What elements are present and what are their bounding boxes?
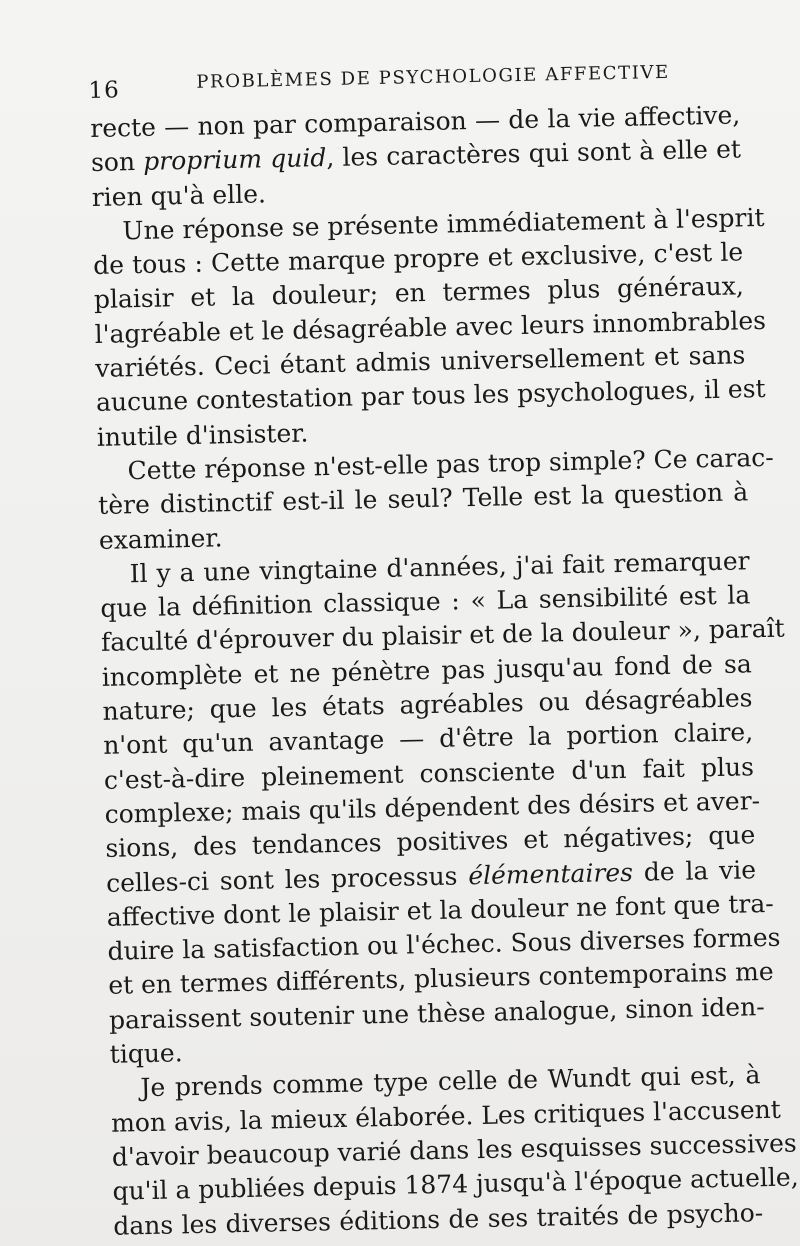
emphasized-text: élémentaires bbox=[467, 857, 634, 890]
text-line: duire la satisfaction ou l'échec. Sous diverses formes bbox=[107, 922, 781, 966]
text-line: et en termes différents, plusieurs contemporains me bbox=[107, 957, 774, 1001]
text-line: dans les diverses éditions de ses traités de psycho- bbox=[113, 1197, 764, 1241]
text-line: tère distinctif est-il le seul? Telle est la question à bbox=[97, 477, 749, 521]
text-line: complexe; mais qu'ils dépendent des désirs et aver- bbox=[104, 786, 761, 829]
text-line: Il y a une vingtaine d'années, j'ai fait remarquer bbox=[129, 546, 750, 589]
text-line: faculté d'éprouver du plaisir et de la douleur », paraît bbox=[100, 614, 785, 658]
emphasized-text: proprium quid bbox=[142, 143, 327, 177]
text-line: mon avis, la mieux élaborée. Les critiques l'accusent bbox=[110, 1094, 782, 1138]
text-line: qu'il a publiées depuis 1874 jusqu'à l'époque actuelle, bbox=[112, 1162, 799, 1206]
page-header bbox=[88, 52, 739, 106]
text-line: son proprium quid, les caractères qui sont à elle et bbox=[90, 134, 742, 178]
text-line: plaisir et la douleur; en termes plus généraux, bbox=[93, 271, 745, 315]
body-text bbox=[90, 98, 799, 1243]
text-line: Une réponse se présente immédiatement à l'esprit bbox=[122, 202, 765, 246]
text-line: de tous : Cette marque propre et exclusive, c'est le bbox=[92, 237, 744, 281]
text-line: variétés. Ceci étant admis universellement et sans bbox=[95, 340, 746, 384]
text-line: aucune contestation par tous les psychologues, il est bbox=[95, 374, 766, 418]
text-line: rien qu'à elle. bbox=[91, 178, 267, 212]
text-line: tique. bbox=[109, 1038, 183, 1069]
text-line: d'avoir beaucoup varié dans les esquisses successives bbox=[111, 1128, 797, 1172]
text-line: nature; que les états agréables ou désagréables bbox=[102, 683, 753, 726]
running-head: PROBLÈMES DE PSYCHOLOGIE AFFECTIVE bbox=[196, 61, 670, 93]
text-line: Cette réponse n'est-elle pas trop simple? Ce carac- bbox=[127, 442, 774, 486]
text-line: inutile d'insister. bbox=[96, 418, 309, 452]
text-line: Je prends comme type celle de Wundt qui est, à bbox=[140, 1060, 761, 1103]
text-line: celles-ci sont les processus élémentaires de la vie bbox=[105, 854, 757, 898]
text-line: que la définition classique : « La sensibilité est la bbox=[100, 580, 751, 624]
text-line: c'est-à-dire pleinement consciente d'un fait plus bbox=[103, 751, 755, 795]
text-line: affective dont le plaisir et la douleur ne font que tra- bbox=[106, 888, 774, 932]
text-line: sions, des tendances positives et négatives; que bbox=[105, 820, 756, 864]
text-line: n'ont qu'un avantage — d'être la portion claire, bbox=[102, 717, 754, 761]
text-line: l'agréable et le désagréable avec leurs innombrables bbox=[94, 305, 767, 349]
page-number: 16 bbox=[88, 77, 121, 104]
text-line: incomplète et ne pénètre pas jusqu'au fond de sa bbox=[101, 649, 752, 692]
text-line: recte — non par comparaison — de la vie affective, bbox=[90, 100, 741, 143]
text-line: examiner. bbox=[98, 522, 223, 555]
text-line: paraissent soutenir une thèse analogue, sinon iden- bbox=[108, 991, 765, 1035]
